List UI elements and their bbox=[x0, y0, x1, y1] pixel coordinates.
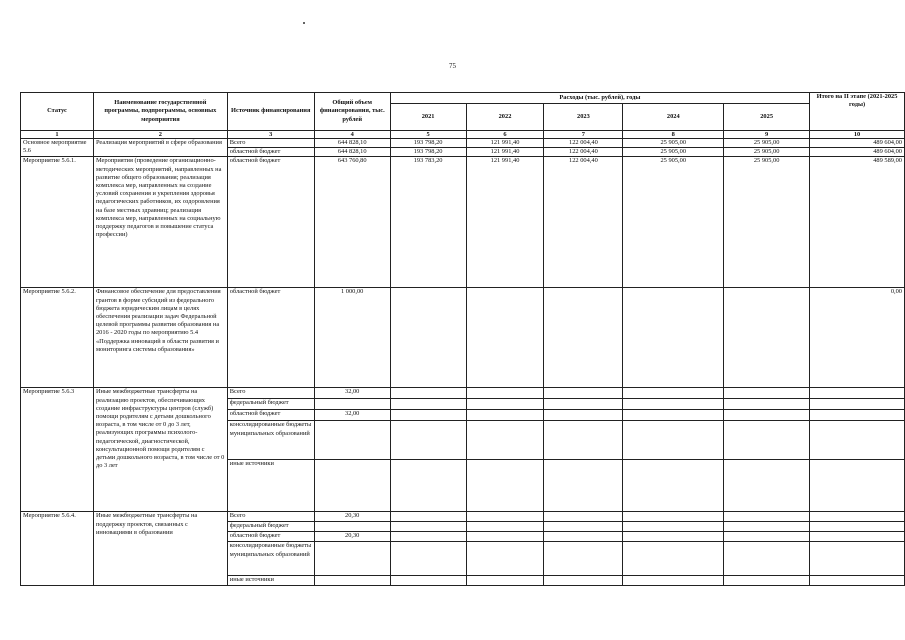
row-name: Мероприятия (проведение организационно-методических мероприятий, направленных на развитие общего образования; реализация комплекса мер, направленных на создание условий сохранения и укрепления здоровья педагогических работников, их оздоровления на базе местных здравниц; реализация комплекса мер, направленных на социальную поддержку педагогов и повышение статуса профессии) bbox=[93, 157, 227, 288]
row-name: Иные межбюджетные трансферты на реализацию проектов, обеспечивающих создание инфраструктуры центров (служб) помощи родителям с детьми дошкольного возраста, в том числе от 0 до 3 лет, реализующих программы психолого-педагогической, диагностической, консультационной помощи родителям с детьми дошкольного возраста, в том числе от 0 до 3 лет bbox=[93, 388, 227, 512]
col-number: 3 bbox=[227, 131, 314, 139]
row-total bbox=[314, 522, 390, 532]
table-row bbox=[21, 157, 905, 288]
row-name: Финансовое обеспечение для предоставления грантов в форме субсидий из федерального бюджета юридическим лицам в целях обеспечения реализации задач Федеральной целевой программы развития образования на 2016 - 2020 годы по мероприятию 5.4 «Поддержка инноваций в области развития и мониторинга системы образования» bbox=[93, 288, 227, 388]
row-status: Мероприятие 5.6.3 bbox=[21, 388, 94, 512]
row-2023: 122 004,40 bbox=[544, 157, 623, 288]
row-source: областной бюджет bbox=[227, 410, 314, 421]
row-total: 643 760,80 bbox=[314, 157, 390, 288]
header-name: Наименование государственной программы, подпрограммы, основных мероприятия bbox=[93, 93, 227, 131]
row-total: 20,30 bbox=[314, 532, 390, 542]
table-row bbox=[21, 512, 905, 522]
row-total: 644 828,10 bbox=[314, 148, 390, 157]
row-source: федеральный бюджет bbox=[227, 399, 314, 410]
header-total: Общий объем финансирования, тыс. рублей bbox=[314, 93, 390, 131]
row-source: иные источники bbox=[227, 576, 314, 585]
row-source: областной бюджет bbox=[227, 148, 314, 157]
scan-speck bbox=[303, 22, 305, 24]
table-row bbox=[21, 139, 905, 148]
row-total bbox=[314, 460, 390, 512]
row-itog: 489 589,00 bbox=[810, 157, 905, 288]
row-2021: 193 798,20 bbox=[390, 139, 466, 148]
budget-table bbox=[20, 92, 905, 586]
col-number: 9 bbox=[724, 131, 810, 139]
row-status: Основное мероприятие 5.6 bbox=[21, 139, 94, 157]
row-2022 bbox=[466, 288, 544, 388]
row-2024: 25 905,00 bbox=[623, 139, 724, 148]
row-itog: 489 604,00 bbox=[810, 148, 905, 157]
row-2022: 121 991,40 bbox=[466, 148, 544, 157]
row-total: 644 828,10 bbox=[314, 139, 390, 148]
header-source: Источник финансирования bbox=[227, 93, 314, 131]
row-source: иные источники bbox=[227, 460, 314, 512]
table-row bbox=[21, 288, 905, 388]
header-year: 2024 bbox=[623, 104, 724, 131]
row-2025 bbox=[724, 288, 810, 388]
row-itog: 0,00 bbox=[810, 288, 905, 388]
row-2024: 25 905,00 bbox=[623, 157, 724, 288]
row-2023: 122 004,40 bbox=[544, 139, 623, 148]
header-status: Статус bbox=[21, 93, 94, 131]
row-source: областной бюджет bbox=[227, 532, 314, 542]
column-numbers-row bbox=[21, 131, 905, 139]
row-total bbox=[314, 542, 390, 576]
header-itog: Итого на II этапе (2021-2025 годы) bbox=[810, 93, 905, 131]
row-2022: 121 991,40 bbox=[466, 157, 544, 288]
row-total bbox=[314, 399, 390, 410]
row-2022: 121 991,40 bbox=[466, 139, 544, 148]
row-source: Всего bbox=[227, 512, 314, 522]
col-number: 4 bbox=[314, 131, 390, 139]
row-name: Реализация мероприятий в сфере образования bbox=[93, 139, 227, 157]
row-total bbox=[314, 421, 390, 460]
table-row bbox=[21, 388, 905, 399]
col-number: 6 bbox=[466, 131, 544, 139]
header-expenses: Расходы (тыс. рублей), годы bbox=[390, 93, 809, 104]
row-status: Мероприятие 5.6.4. bbox=[21, 512, 94, 585]
header-year: 2021 bbox=[390, 104, 466, 131]
col-number: 10 bbox=[810, 131, 905, 139]
row-status: Мероприятие 5.6.2. bbox=[21, 288, 94, 388]
row-2025: 25 905,00 bbox=[724, 157, 810, 288]
row-total: 32,00 bbox=[314, 410, 390, 421]
header-year: 2025 bbox=[724, 104, 810, 131]
row-2025: 25 905,00 bbox=[724, 139, 810, 148]
row-source: Всего bbox=[227, 388, 314, 399]
row-2024: 25 905,00 bbox=[623, 148, 724, 157]
row-source: консолидированные бюджеты муниципальных образований bbox=[227, 421, 314, 460]
row-total: 20,30 bbox=[314, 512, 390, 522]
page-number: 75 bbox=[449, 62, 456, 70]
row-source: областной бюджет bbox=[227, 157, 314, 288]
row-source: Всего bbox=[227, 139, 314, 148]
header-year: 2022 bbox=[466, 104, 544, 131]
row-source: областной бюджет bbox=[227, 288, 314, 388]
col-number: 1 bbox=[21, 131, 94, 139]
row-total: 1 000,00 bbox=[314, 288, 390, 388]
row-status: Мероприятие 5.6.1. bbox=[21, 157, 94, 288]
row-2025: 25 905,00 bbox=[724, 148, 810, 157]
row-2021: 193 783,20 bbox=[390, 157, 466, 288]
header-year: 2023 bbox=[544, 104, 623, 131]
col-number: 5 bbox=[390, 131, 466, 139]
row-source: консолидированные бюджеты муниципальных образований bbox=[227, 542, 314, 576]
row-2023: 122 004,40 bbox=[544, 148, 623, 157]
col-number: 8 bbox=[623, 131, 724, 139]
col-number: 7 bbox=[544, 131, 623, 139]
row-name: Иные межбюджетные трансферты на поддержку проектов, связанных с инновациями в образовании bbox=[93, 512, 227, 585]
row-2024 bbox=[623, 288, 724, 388]
row-2021 bbox=[390, 288, 466, 388]
row-2023 bbox=[544, 288, 623, 388]
row-total: 32,00 bbox=[314, 388, 390, 399]
row-source: федеральный бюджет bbox=[227, 522, 314, 532]
col-number: 2 bbox=[93, 131, 227, 139]
row-total bbox=[314, 576, 390, 585]
row-itog: 489 604,00 bbox=[810, 139, 905, 148]
row-2021: 193 798,20 bbox=[390, 148, 466, 157]
